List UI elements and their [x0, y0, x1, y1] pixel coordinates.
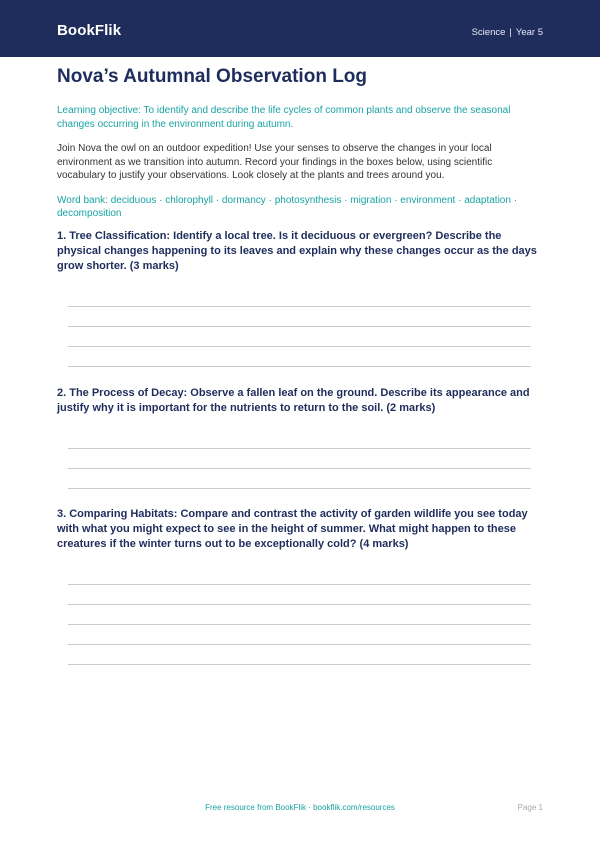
intro-paragraph: Join Nova the owl on an outdoor expedition! Use your senses to observe the changes in your local environment as we transition into autumn. Record your findings in the boxes below, using scientific vocabulary to justify your observations. Look closely at the plants and trees around you. [57, 143, 493, 181]
page-title: Nova’s Autumnal Observation Log [57, 66, 368, 87]
word-bank: Word bank: deciduous · chlorophyll · dormancy · photosynthesis · migration · environment · adaptation · decomposition [57, 194, 518, 219]
answer-line[interactable] [68, 644, 531, 645]
footer-credit[interactable]: Free resource from BookFlik · bookflik.com/resources [205, 803, 395, 812]
page-number: Page 1 [517, 803, 543, 812]
learning-objective: Learning objective: To identify and describe the life cycles of common plants and observe the seasonal changes occurring in the environment during autumn. [57, 105, 511, 130]
year-label: Year 5 [515, 27, 543, 38]
question-3: 3. Comparing Habitats: Compare and contrast the activity of garden wildlife you see today with what you might expect to see in the height of summer. What might happen to these creatures if the winter turns out to be exceptionally cold? (4 marks) [57, 508, 528, 550]
answer-line[interactable] [68, 624, 531, 625]
answer-line[interactable] [68, 584, 531, 585]
answer-line[interactable] [68, 326, 531, 327]
header-meta [472, 27, 543, 38]
meta-separator: | [509, 27, 512, 38]
subject-label: Science [471, 27, 506, 38]
answer-line[interactable] [68, 604, 531, 605]
answer-line[interactable] [68, 448, 531, 449]
answer-line[interactable] [68, 468, 531, 469]
answer-line[interactable] [68, 488, 531, 489]
answer-line[interactable] [68, 366, 531, 367]
page-header [0, 0, 600, 57]
intro-section [57, 66, 543, 221]
question-2: 2. The Process of Decay: Observe a fallen leaf on the ground. Describe its appearance and justify why it is important for the nutrients to return to the soil. (2 marks) [57, 387, 530, 414]
answer-line[interactable] [68, 664, 531, 665]
question-1: 1. Tree Classification: Identify a local tree. Is it deciduous or evergreen? Describe the physical changes happening to its leaves and explain why these changes occur as the days grow shorter. (3 marks) [57, 230, 537, 272]
brand-logo: BookFlik [57, 22, 122, 39]
answer-line[interactable] [68, 306, 531, 307]
answer-line[interactable] [68, 346, 531, 347]
